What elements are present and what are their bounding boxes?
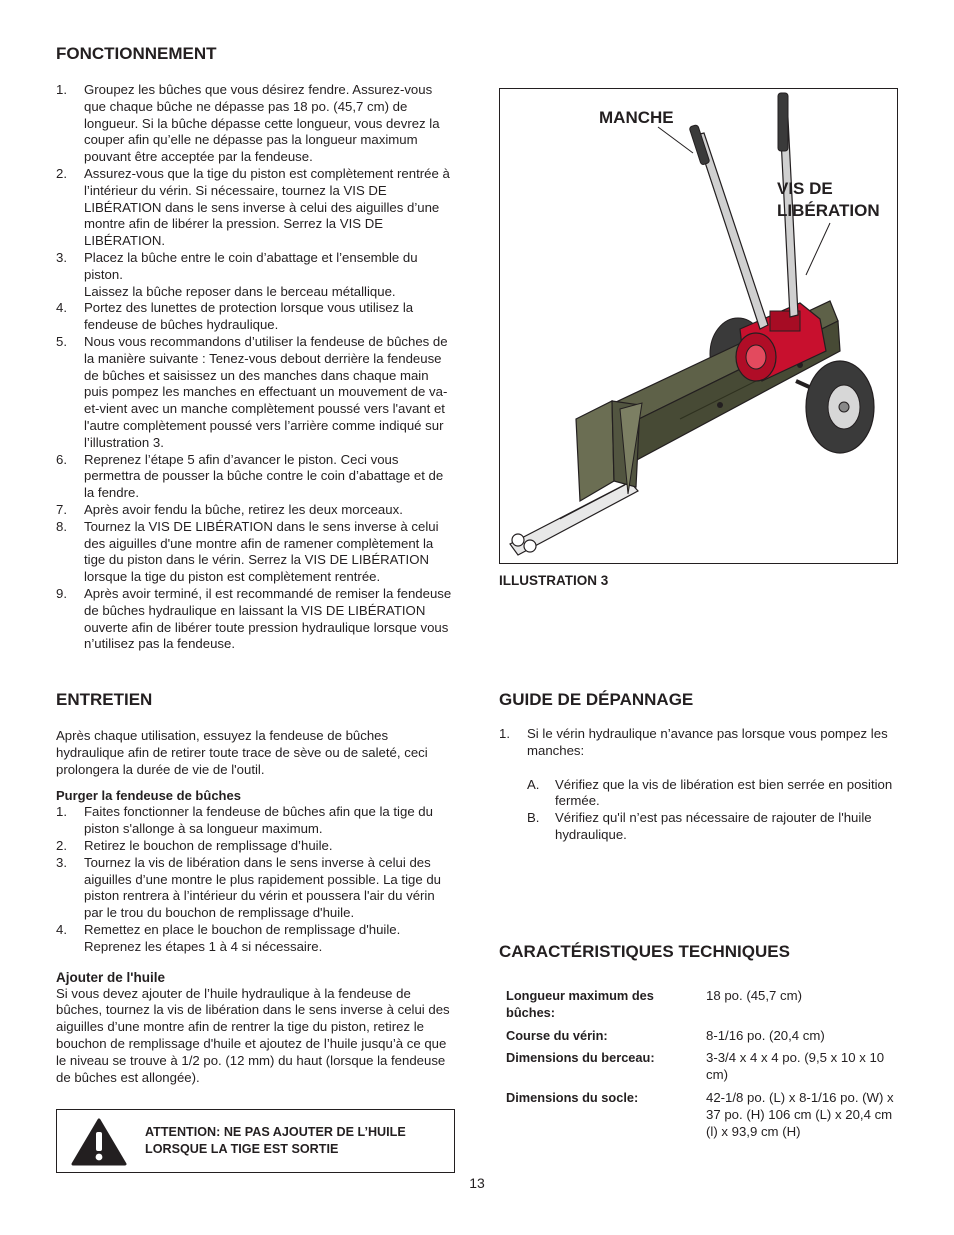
operation-step <box>56 502 456 519</box>
operation-steps <box>56 82 456 653</box>
purge-step-text: Remettez en place le bouchon de remplissage d'huile. Reprenez les étapes 1 à 4 si nécessaire. <box>84 921 401 954</box>
troubleshooting-item-number: 1. <box>499 726 510 741</box>
operation-step <box>56 250 456 300</box>
warning-box <box>56 1109 455 1173</box>
spec-label: Dimensions du berceau: <box>506 1050 655 1066</box>
purge-step-number: 4. <box>56 921 67 937</box>
purge-step-number: 3. <box>56 854 67 870</box>
operation-step-text: Assurez-vous que la tige du piston est complètement rentrée à l’intérieur du vérin. Si nécessaire, tournez la VIS DE LIBÉRATION dans le sens inverse à celui des aiguilles d’une montre afin de libérer la pression. Serrez la VIS DE LIBÉRATION. <box>84 165 450 249</box>
troubleshooting-subitem <box>527 777 899 811</box>
troubleshooting-item-text: Si le vérin hydraulique n’avance pas lorsque vous pompez les manches: <box>527 726 888 758</box>
purge-step <box>56 838 456 855</box>
purge-title: Purger la fendeuse de bûches <box>56 788 241 804</box>
operation-step-text: Après avoir fendu la bûche, retirez les deux morceaux. <box>84 501 403 517</box>
troubleshooting-item <box>499 726 899 760</box>
operation-step-extra: Laissez la bûche reposer dans le berceau métallique. <box>84 283 396 299</box>
label-release-screw-line1: VIS DE <box>777 179 833 198</box>
operation-step-number: 2. <box>56 165 67 181</box>
troubleshooting-section <box>499 690 899 844</box>
label-handle: MANCHE <box>599 108 674 127</box>
operation-step-number: 5. <box>56 333 67 349</box>
operation-step-text: Après avoir terminé, il est recommandé de remiser la fendeuse de bûches hydraulique en laissant la VIS DE LIBÉRATION ouverte afin de libérer toute pression hydraulique lorsque vous n’utilisez pas la fendeuse. <box>84 585 452 652</box>
operation-step <box>56 452 456 502</box>
figure-caption: ILLUSTRATION 3 <box>499 573 609 588</box>
troubleshooting-subitem-text: Vérifiez que la vis de libération est bien serrée en position fermée. <box>555 776 893 809</box>
spec-value: 42-1/8 po. (L) x 8-1/16 po. (W) x 37 po. (H) 106 cm (L) x 20,4 cm (l) x 93,9 cm (H) <box>706 1089 894 1139</box>
warning-triangle-icon <box>71 1118 127 1166</box>
operation-step-number: 4. <box>56 300 67 316</box>
purge-step-text: Tournez la vis de libération dans le sens inverse à celui des aiguilles d’une montre le plus rapidement possible. La tige du piston rentrera à l’intérieur du vérin et poussera l'air du vérin par le trou du bouchon de remplissage d'huile. <box>84 854 442 921</box>
operation-step-number: 6. <box>56 451 67 467</box>
operation-step-number: 7. <box>56 501 67 517</box>
troubleshooting-subitem <box>527 810 899 844</box>
operation-step-number: 8. <box>56 518 67 534</box>
purge-step-text: Faites fonctionner la fendeuse de bûches afin que la tige du piston s'allonge à sa longueur maximum. <box>84 804 433 837</box>
purge-step <box>56 804 456 838</box>
spec-row <box>506 988 896 1022</box>
operation-step <box>56 300 456 334</box>
operation-step <box>56 334 456 452</box>
spec-value: 8-1/16 po. (20,4 cm) <box>706 1027 825 1043</box>
specs-section <box>499 942 899 980</box>
spec-row <box>506 1028 896 1045</box>
troubleshooting-subitem-number: B. <box>527 810 540 826</box>
spec-label: Longueur maximum des bûches: <box>506 988 654 1020</box>
spec-value: 3-3/4 x 4 x 4 po. (9,5 x 10 x 10 cm) <box>706 1050 885 1083</box>
add-oil-text: Si vous devez ajouter de l’huile hydraulique à la fendeuse de bûches, tournez la vis de libération dans le sens inverse à celui des aiguilles d’une montre afin de rentrer la tige du piston, retirez le bouchon de remplissage d'huile et ajoutez de l’huile jusqu’à ce que le niveau se trouve à 1/2 po. (12 mm) du haut (lorsque la fendeuse de bûches est allongée). <box>56 985 450 1085</box>
purge-steps <box>56 804 456 955</box>
spec-label: Dimensions du socle: <box>506 1089 639 1105</box>
operation-step-text: Nous vous recommandons d’utiliser la fendeuse de bûches de la manière suivante : Tenez-vous debout derrière la fendeuse de bûches et saisissez un des manches dans chaque main puis pompez les manches en effectuant un mouvement de va-et-vient avec un manche complètement poussé vers l'avant et l'autre complètement poussé vers l’arrière comme indiqué sur l’illustration 3. <box>84 333 448 450</box>
specs-title: CARACTÉRISTIQUES TECHNIQUES <box>499 942 790 961</box>
operation-step-text: Groupez les bûches que vous désirez fendre. Assurez-vous que chaque bûche ne dépasse pas 18 po. (45,7 cm) de longueur. Si la bûche dépasse cette longueur, vous devrez la couper afin qu’elle ne dépasse pas la longueur maximum pouvant être acceptée par la fendeuse. <box>84 82 440 165</box>
troubleshooting-subitem-number: A. <box>527 776 540 792</box>
warning-text <box>145 1124 406 1158</box>
purge-step-number: 2. <box>56 837 67 853</box>
maintenance-title: ENTRETIEN <box>56 690 153 709</box>
operation-step-number: 3. <box>56 249 67 265</box>
purge-step <box>56 855 456 922</box>
page-number: 13 <box>469 1175 485 1191</box>
operation-step <box>56 166 456 250</box>
operation-step <box>56 519 456 586</box>
troubleshooting-items <box>499 726 899 760</box>
warning-line1: ATTENTION: NE PAS AJOUTER DE L’HUILE <box>145 1125 406 1139</box>
maintenance-section <box>56 690 456 1086</box>
operation-step-text: Portez des lunettes de protection lorsque vous utilisez la fendeuse de bûches hydraulique. <box>84 300 414 333</box>
add-oil-title: Ajouter de l'huile <box>56 969 165 985</box>
label-release-screw-line2: LIBÉRATION <box>777 201 880 220</box>
spec-label: Course du vérin: <box>506 1027 608 1043</box>
spec-row <box>506 1090 896 1140</box>
purge-step-number: 1. <box>56 804 67 820</box>
maintenance-intro: Après chaque utilisation, essuyez la fendeuse de bûches hydraulique afin de retirer toute trace de sève ou de saleté, ceci prolongera la durée de vie de l'outil. <box>56 728 428 777</box>
operation-step-number: 1. <box>56 82 67 97</box>
log-splitter-drawing <box>500 89 898 564</box>
troubleshooting-title: GUIDE DE DÉPANNAGE <box>499 690 694 709</box>
specs-table <box>506 988 896 1146</box>
operation-step-text: Tournez la VIS DE LIBÉRATION dans le sens inverse à celui des aiguilles d'une montre afin de ramener complètement la tige du piston dans le vérin. Serrez la VIS DE LIBÉRATION lorsque la tige du piston est complètement rentrée. <box>84 518 439 585</box>
spec-row <box>506 1050 896 1084</box>
operation-step <box>56 586 456 653</box>
illustration-3 <box>499 88 898 564</box>
operation-step <box>56 82 456 166</box>
troubleshooting-subitems <box>527 777 899 844</box>
purge-step <box>56 922 456 956</box>
operation-section <box>56 44 456 653</box>
operation-step-text: Placez la bûche entre le coin d’abattage et l’ensemble du piston. <box>84 249 418 282</box>
spec-value: 18 po. (45,7 cm) <box>706 988 803 1003</box>
purge-step-text: Retirez le bouchon de remplissage d’huile. <box>84 837 333 853</box>
operation-title: FONCTIONNEMENT <box>56 44 217 63</box>
warning-line2: LORSQUE LA TIGE EST SORTIE <box>145 1142 339 1156</box>
operation-step-number: 9. <box>56 585 67 601</box>
operation-step-text: Reprenez l’étape 5 afin d’avancer le piston. Ceci vous permettra de pousser la bûche contre le coin d’abattage et de la fendre. <box>84 451 444 501</box>
troubleshooting-subitem-text: Vérifiez qu'il n’est pas nécessaire de rajouter de l'huile hydraulique. <box>555 810 872 842</box>
